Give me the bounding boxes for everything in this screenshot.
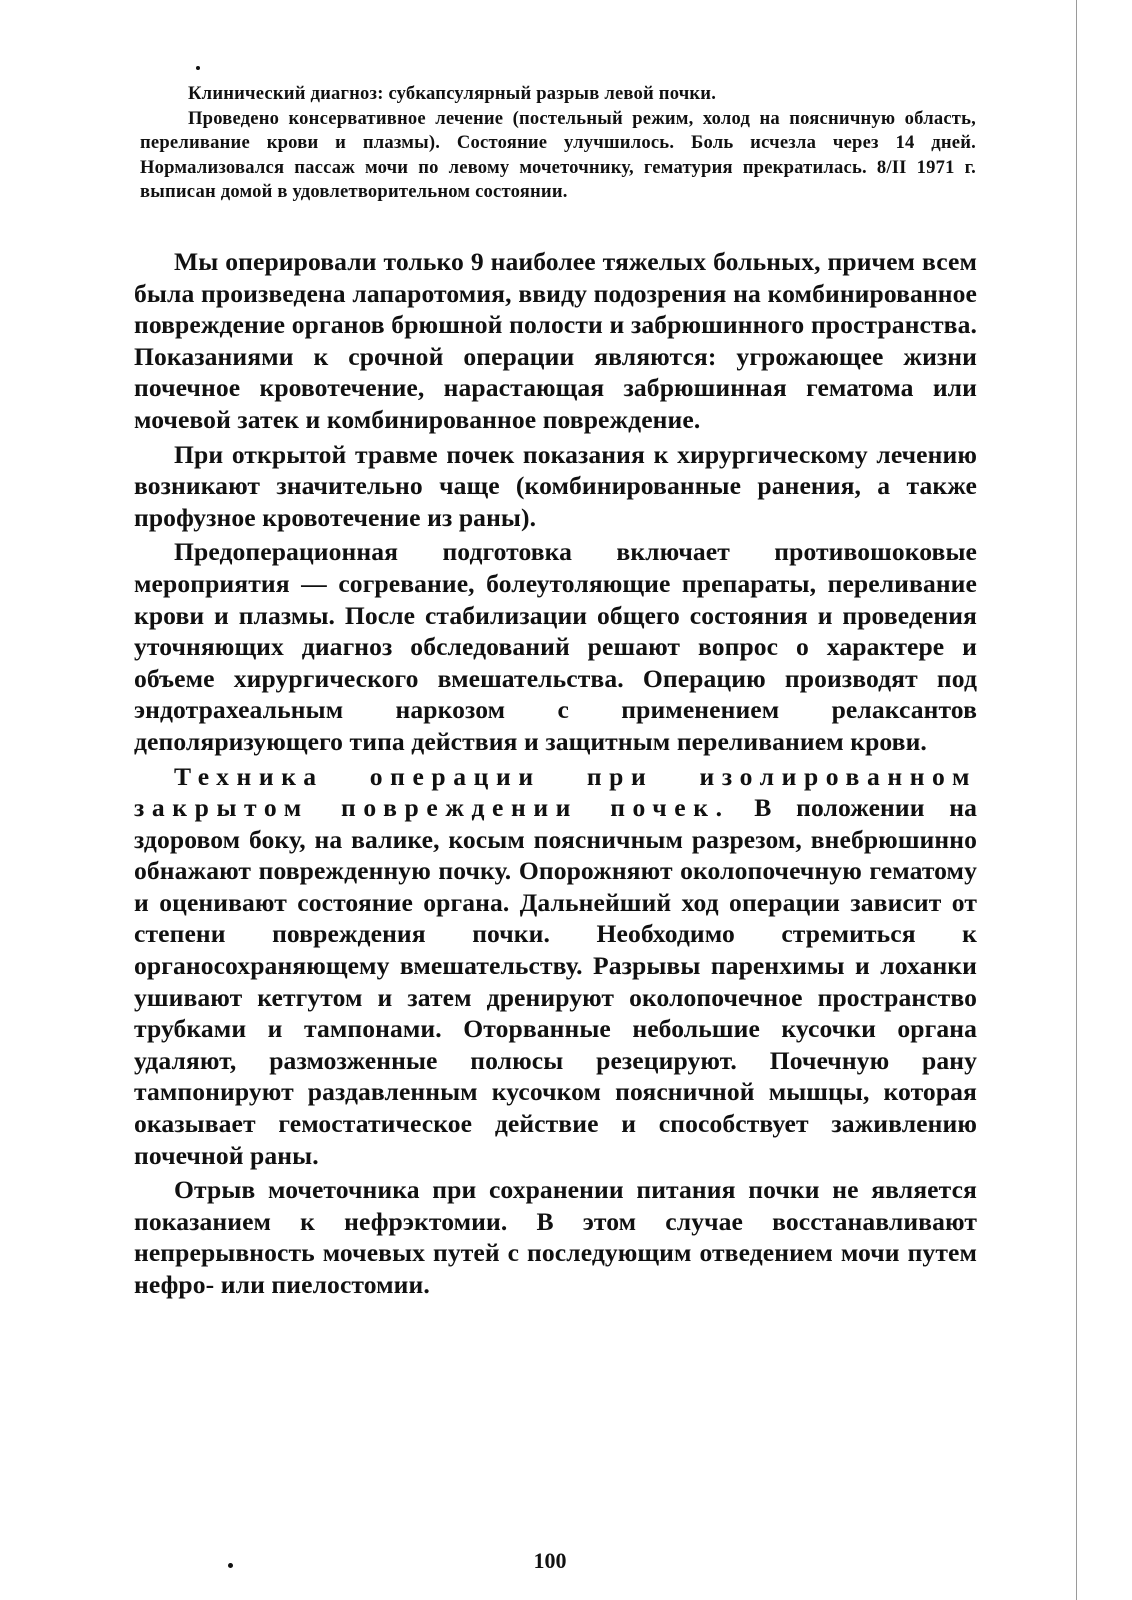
main-text-block xyxy=(134,246,977,1304)
clinical-diagnosis-line: Клинический диагноз: субкапсулярный разрыв левой почки. xyxy=(188,83,717,104)
paragraph-technique xyxy=(134,761,977,1172)
paragraph-indications: Мы оперировали только 9 наиболее тяжелых больных, причем всем была произведена лапаротомия, ввиду подозрения на комбинированное повреждение органов брюшной полости и забрюшинного пространства. Показаниями к срочной операции являются: угрожающее жизни почечное кровотечение, нарастающая забрюшинная гематома или мочевой затек и комбинированное повреждение. xyxy=(134,247,977,434)
paragraph-ureter-avulsion: Отрыв мочеточника при сохранении питания почки не является показанием к нефрэктомии. В этом случае восстанавливают непрерывность мочевых путей с последующим отведением мочи путем нефро- или пиелостомии. xyxy=(134,1175,977,1299)
paragraph-open-trauma: При открытой травме почек показания к хирургическому лечению возникают значительно чаще (комбинированные ранения, а также профузное кровотечение из раны). xyxy=(134,439,977,532)
treatment-paragraph: Проведено консервативное лечение (постельный режим, холод на поясничную область, переливание крови и плазмы). Состояние улучшилось. Боль исчезла через 14 дней. Нормализовался пассаж мочи по левому мочеточнику, гематурия прекратилась. 8/II 1971 г. выписан домой в удовлетворительном состоянии. xyxy=(140,107,976,202)
print-speck-footer xyxy=(228,1563,233,1568)
page-number: 100 xyxy=(533,1548,567,1573)
case-report-block xyxy=(140,82,976,205)
technique-heading: Техника операции при изолированном закрытом повреждении почек. xyxy=(134,761,977,823)
print-speck xyxy=(196,66,200,70)
paragraph-preoperative: Предоперационная подготовка включает противошоковые мероприятия — согревание, болеутоляющие препараты, переливание крови и плазмы. После стабилизации общего состояния и проведения уточняющих диагноз обследований решают вопрос о характере и объеме хирургического вмешательства. Операцию производят под эндотрахеальным наркозом с применением релаксантов деполяризующего типа действия и защитным переливанием крови. xyxy=(134,537,977,756)
technique-text: В положении на здоровом боку, на валике, косым поясничным разрезом, внебрюшинно обнажают поврежденную почку. Опорожняют околопочечную гематому и оценивают состояние органа. Дальнейший ход операции зависит от степени повреждения почки. Необходимо стремиться к органосохраняющему вмешательству. Разрывы паренхимы и лоханки ушивают кетгутом и затем дренируют околопочечное пространство трубками и тампонами. Оторванные небольшие кусочки органа удаляют, размозженные полюсы резецируют. Почечную рану тампонируют раздавленным кусочком поясничной мышцы, которая оказывает гемостатическое действие и способствует заживлению почечной раны. xyxy=(134,793,978,1170)
page-edge-line xyxy=(1076,0,1077,1600)
